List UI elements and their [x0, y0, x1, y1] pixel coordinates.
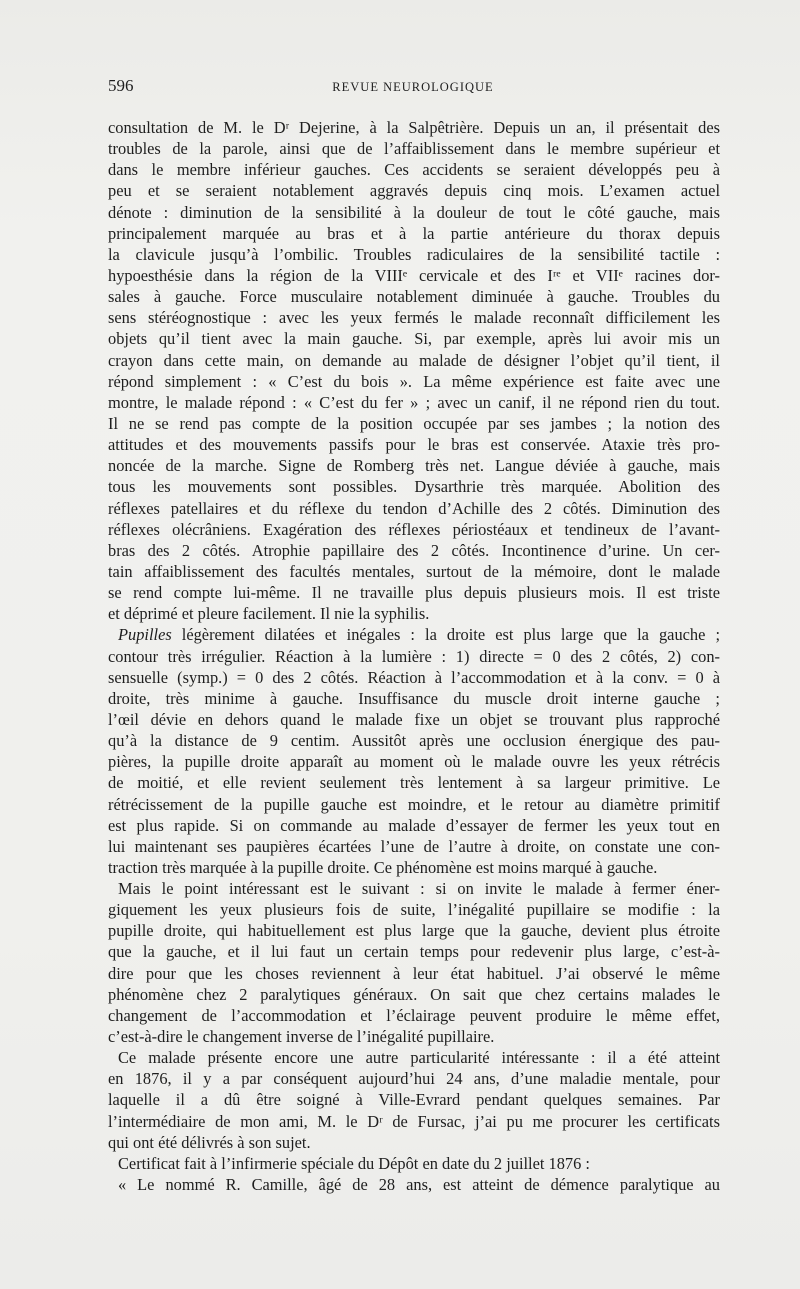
text-line: Ce malade présente encore une autre particularité intéressante : il a été atteint: [118, 1048, 720, 1068]
text-line: qu’à la distance de 9 centim. Aussitôt après une occlusion énergique des pau-: [108, 731, 720, 751]
text-line: rétrécissement de la pupille gauche est moindre, et le retour au diamètre primitif: [108, 794, 720, 814]
text-line: bras des 2 côtés. Atrophie papillaire des 2 côtés. Incontinence d’urine. Un cer-: [108, 540, 720, 560]
text-line: dans le membre inférieur gauches. Ces accidents se seraient développés peu à: [108, 160, 720, 180]
text-line: peu et se seraient notablement aggravés depuis cinq mois. L’examen actuel: [108, 181, 720, 201]
text-line: contour très irrégulier. Réaction à la lumière : 1) directe = 0 des 2 côtés, 2) con-: [108, 646, 720, 666]
text-line: en 1876, il y a par conséquent aujourd’hui 24 ans, d’une maladie mentale, pour: [108, 1069, 720, 1089]
text-line: changement de l’accommodation et l’éclairage peuvent produire le même effet,: [108, 1005, 720, 1025]
text-line: Mais le point intéressant est le suivant : si on invite le malade à fermer éner-: [118, 879, 720, 899]
text-line: noncée de la marche. Signe de Romberg très net. Langue déviée à gauche, mais: [108, 456, 720, 476]
text-line: principalement marquée au bras et à la partie antérieure du thorax depuis: [108, 223, 720, 243]
body-text: [108, 117, 720, 1195]
text-line: hypoesthésie dans la région de la VIIIᵉ cervicale et des Iʳᵉ et VIIᵉ racines dor-: [108, 265, 720, 285]
text-line: Il ne se rend pas compte de la position occupée par ses jambes ; la notion des: [108, 413, 720, 433]
text-line-rest: légèrement dilatées et inégales : la droite est plus large que la gauche ;: [171, 625, 720, 645]
text-line: réflexes olécrâniens. Exagération des réflexes périostéaux et tendineux de l’avant-: [108, 519, 720, 539]
text-line: l’intermédiaire de mon ami, M. le Dʳ de Fursac, j’ai pu me procurer les certificats: [108, 1111, 720, 1131]
text-line: consultation de M. le Dʳ Dejerine, à la Salpêtrière. Depuis un an, il présentait des: [108, 118, 720, 137]
text-line: l’œil dévie en dehors quand le malade fixe un objet se trouvant plus rapproché: [108, 709, 720, 729]
text-line: troubles de la parole, ainsi que de l’affaiblissement dans le membre supérieur et: [108, 139, 720, 159]
text-line: qui ont été délivrés à son sujet.: [108, 1132, 311, 1152]
text-line: pupille droite, qui habituellement est plus large que la gauche, devient plus étroite: [108, 921, 720, 941]
text-line: sens stéréognostique : avec les yeux fermés le malade reconnaît difficilement les: [108, 308, 720, 328]
text-line: laquelle il a dû être soigné à Ville-Evrard pendant quelques semaines. Par: [108, 1090, 720, 1110]
text-line: phénomène chez 2 paralytiques généraux. On sait que chez certains malades le: [108, 984, 720, 1004]
text-line: pières, la pupille droite apparaît au moment où le malade ouvre les yeux rétrécis: [108, 752, 720, 772]
text-line: se rend compte lui-même. Il ne travaille plus depuis plusieurs mois. Il est triste: [108, 583, 720, 603]
text-line: crayon dans cette main, on demande au malade de désigner l’objet qu’il tient, il: [108, 350, 720, 370]
text-line: traction très marquée à la pupille droite. Ce phénomène est moins marqué à gauche.: [108, 857, 658, 877]
text-line: Certificat fait à l’infirmerie spéciale du Dépôt en date du 2 juillet 1876 :: [118, 1153, 590, 1173]
text-line: « Le nommé R. Camille, âgé de 28 ans, est atteint de démence paralytique au: [118, 1175, 720, 1195]
text-line: tain affaiblissement des facultés mentales, surtout de la mémoire, dont le malade: [108, 561, 720, 581]
text-line: sales à gauche. Force musculaire notablement diminuée à gauche. Troubles du: [108, 287, 720, 307]
text-line: réflexes patellaires et du réflexe du tendon d’Achille des 2 côtés. Diminution des: [108, 498, 720, 518]
text-line: et déprimé et pleure facilement. Il nie la syphilis.: [108, 604, 430, 624]
text-line: dénote : diminution de la sensibilité à la douleur de tout le côté gauche, mais: [108, 202, 720, 222]
text-line: objets qu’il tient avec la main gauche. Si, par exemple, après lui avoir mis un: [108, 329, 720, 349]
text-line: de moitié, et elle revient seulement très lentement à sa largeur primitive. Le: [108, 773, 720, 793]
text-line: montre, le malade répond : « C’est du fer » ; avec un canif, il ne répond rien du tout.: [108, 392, 720, 412]
text-line: droite, très minime à gauche. Insuffisance du muscle droit interne gauche ;: [108, 688, 720, 708]
page-number: 596: [108, 76, 134, 95]
text-line: c’est-à-dire le changement inverse de l’inégalité pupillaire.: [108, 1027, 495, 1047]
text-line: la clavicule jusqu’à l’ombilic. Troubles radiculaires de la sensibilité tactile :: [108, 244, 720, 264]
italic-lead: Pupilles: [118, 625, 172, 645]
text-line: lui maintenant ses paupières écartées l’une de l’autre à droite, on constate une con-: [108, 836, 720, 856]
text-line: répond simplement : « C’est du bois ». La même expérience est faite avec une: [108, 371, 720, 391]
text-line: attitudes et des mouvements passifs pour le bras est conservée. Ataxie très pro-: [108, 435, 720, 455]
text-line: est plus rapide. Si on commande au malade d’essayer de fermer les yeux tout en: [108, 815, 720, 835]
page-header: [108, 76, 718, 98]
text-line: tous les mouvements sont possibles. Dysarthrie très marquée. Abolition des: [108, 477, 720, 497]
text-line: dire pour que les choses reviennent à leur état habituel. J’ai observé le même: [108, 963, 720, 983]
text-line: sensuelle (symp.) = 0 des 2 côtés. Réaction à l’accommodation et à la conv. = 0 à: [108, 667, 720, 687]
text-line: giquement les yeux plusieurs fois de suite, l’inégalité pupillaire se modifie : la: [108, 900, 720, 920]
text-line: que la gauche, et il lui faut un certain temps pour redevenir plus large, c’est-à-: [108, 942, 720, 962]
running-title: REVUE NEUROLOGIQUE: [332, 80, 494, 94]
text-line-pupilles: [108, 624, 720, 645]
